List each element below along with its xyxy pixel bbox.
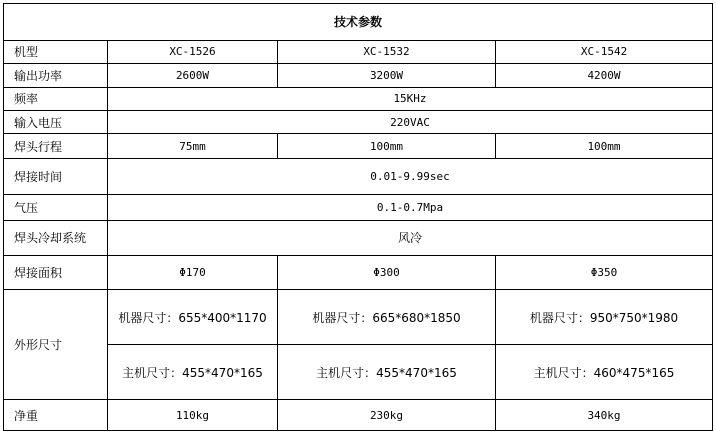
model-cell: XC-1542 — [496, 40, 713, 63]
machine-size-row — [4, 290, 713, 345]
stroke-label: 焊头行程 — [4, 134, 108, 158]
stroke-cell: 75mm — [108, 134, 278, 158]
frequency-row — [4, 87, 713, 110]
net-weight-cell: 110kg — [108, 400, 278, 431]
spec-table — [3, 3, 713, 431]
title-row — [4, 4, 713, 41]
stroke-cell: 100mm — [496, 134, 713, 158]
pressure-row — [4, 194, 713, 220]
cooling-label: 焊头冷却系统 — [4, 221, 108, 256]
weld-area-cell: Φ350 — [496, 255, 713, 290]
weld-area-cell: Φ170 — [108, 255, 278, 290]
cooling-value: 风冷 — [108, 221, 713, 256]
model-row — [4, 40, 713, 63]
weld-area-label: 焊接面积 — [4, 255, 108, 290]
weld-area-row — [4, 255, 713, 290]
net-weight-label: 净重 — [4, 400, 108, 431]
frequency-value: 15KHz — [108, 87, 713, 110]
model-cell: XC-1532 — [278, 40, 496, 63]
pressure-value: 0.1-0.7Mpa — [108, 194, 713, 220]
frequency-label: 频率 — [4, 87, 108, 110]
weld-time-label: 焊接时间 — [4, 158, 108, 194]
power-cell: 4200W — [496, 64, 713, 87]
net-weight-cell: 340kg — [496, 400, 713, 431]
cooling-row — [4, 221, 713, 256]
voltage-label: 输入电压 — [4, 110, 108, 133]
host-size-cell: 主机尺寸：460*475*165 — [496, 345, 713, 400]
model-label: 机型 — [4, 40, 108, 63]
weld-time-row — [4, 158, 713, 194]
host-size-row — [4, 345, 713, 400]
dimensions-label: 外形尺寸 — [4, 290, 108, 400]
power-label: 输出功率 — [4, 64, 108, 87]
weld-time-value: 0.01-9.99sec — [108, 158, 713, 194]
machine-size-cell: 机器尺寸：665*680*1850 — [278, 290, 496, 345]
net-weight-cell: 230kg — [278, 400, 496, 431]
power-cell: 2600W — [108, 64, 278, 87]
weld-area-cell: Φ300 — [278, 255, 496, 290]
stroke-cell: 100mm — [278, 134, 496, 158]
net-weight-row — [4, 400, 713, 431]
power-row — [4, 64, 713, 87]
host-size-cell: 主机尺寸：455*470*165 — [278, 345, 496, 400]
power-cell: 3200W — [278, 64, 496, 87]
pressure-label: 气压 — [4, 194, 108, 220]
model-cell: XC-1526 — [108, 40, 278, 63]
voltage-row — [4, 110, 713, 133]
voltage-value: 220VAC — [108, 110, 713, 133]
machine-size-cell: 机器尺寸：655*400*1170 — [108, 290, 278, 345]
table-title: 技术参数 — [4, 4, 713, 41]
host-size-cell: 主机尺寸：455*470*165 — [108, 345, 278, 400]
stroke-row — [4, 134, 713, 158]
machine-size-cell: 机器尺寸：950*750*1980 — [496, 290, 713, 345]
